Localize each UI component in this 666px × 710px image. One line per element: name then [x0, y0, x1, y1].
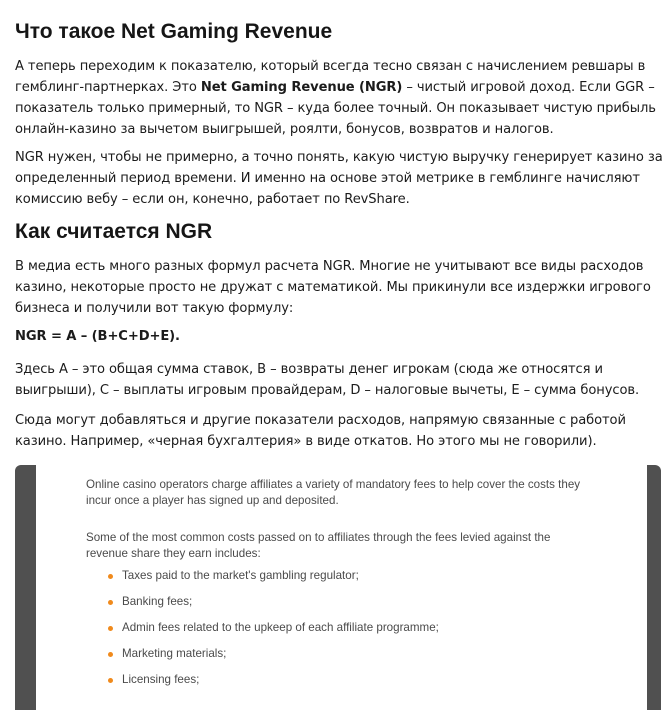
ngr-purpose-paragraph — [15, 147, 665, 210]
paragraph-line: бизнеса и получили вот такую формулу: — [15, 301, 294, 316]
other-costs-paragraph — [15, 410, 665, 452]
embedded-screenshot — [15, 465, 661, 710]
formula — [15, 326, 665, 347]
bullet-dot-icon — [108, 678, 113, 683]
screenshot-content — [86, 465, 646, 698]
intro-paragraph — [15, 56, 665, 140]
screenshot-text-line: incur once a player has signed up and deposited. — [86, 494, 339, 507]
bullet-dot-icon — [108, 652, 113, 657]
list-item-text: Admin fees related to the upkeep of each affiliate programme; — [122, 621, 439, 634]
list-item — [86, 594, 646, 620]
list-item — [86, 672, 646, 698]
paragraph-line: Сюда могут добавляться и другие показатели расходов, напрямую связанные с работой — [15, 413, 626, 428]
paragraph-line: онлайн-казино за вычетом выигрышей, роялти, бонусов, возвратов и налогов. — [15, 122, 554, 137]
text-span: – чистый игровой доход. Если GGR – — [402, 80, 655, 95]
paragraph-line — [15, 77, 665, 98]
formulas-paragraph — [15, 256, 665, 319]
screenshot-text-line: Online casino operators charge affiliates a variety of mandatory fees to help cover the costs they — [86, 478, 581, 491]
list-item — [86, 646, 646, 672]
fees-list — [86, 568, 646, 698]
paragraph-line: NGR нужен, чтобы не примерно, а точно понять, какую чистую выручку генерирует казино за — [15, 150, 663, 165]
paragraph-line: казино, некоторые просто не дружат с математикой. Мы прикинули все издержки игрового — [15, 280, 651, 295]
paragraph-line: выигрыши), C – выплаты игровым провайдерам, D – налоговые вычеты, E – сумма бонусов. — [15, 383, 640, 398]
list-item — [86, 620, 646, 646]
paragraph-line: В медиа есть много разных формул расчета NGR. Многие не учитывают все виды расходов — [15, 259, 644, 274]
list-item-text: Taxes paid to the market's gambling regulator; — [122, 569, 359, 582]
paragraph-line: Здесь A – это общая сумма ставок, B – возвраты денег игрокам (сюда же относятся и — [15, 362, 603, 377]
heading-how-ngr-calculated: Как считается NGR — [15, 220, 213, 243]
ngr-term-bold: Net Gaming Revenue (NGR) — [200, 80, 403, 95]
bullet-dot-icon — [108, 574, 113, 579]
paragraph-line: казино. Например, «черная бухгалтерия» в виде откатов. Но этого мы не говорили). — [15, 434, 597, 449]
screenshot-text-line: revenue share they earn includes: — [86, 547, 261, 560]
formula-explanation-paragraph — [15, 359, 665, 401]
heading-what-is-ngr: Что такое Net Gaming Revenue — [15, 20, 333, 43]
list-item-text: Banking fees; — [122, 595, 193, 608]
bullet-dot-icon — [108, 626, 113, 631]
formula-text: NGR = A – (B+C+D+E). — [15, 329, 180, 344]
paragraph-line: определенный период времени. И именно на основе этой метрике в гемблинге начисляют — [15, 171, 640, 186]
bullet-dot-icon — [108, 600, 113, 605]
paragraph-line: показатель только примерный, то NGR – куда более точный. Он показывает чистую прибыль — [15, 101, 656, 116]
list-item-text: Licensing fees; — [122, 673, 200, 686]
paragraph-line: А теперь переходим к показателю, который всегда тесно связан с начислением ревшары в — [15, 59, 646, 74]
text-span: гемблинг-партнерках. Это — [15, 80, 201, 95]
list-item — [86, 568, 646, 594]
paragraph-line: комиссию вебу – если он, конечно, работает по RevShare. — [15, 192, 410, 207]
list-item-text: Marketing materials; — [122, 647, 227, 660]
screenshot-text-line: Some of the most common costs passed on to affiliates through the fees levied against the — [86, 531, 551, 544]
screenshot-panel — [36, 465, 647, 710]
